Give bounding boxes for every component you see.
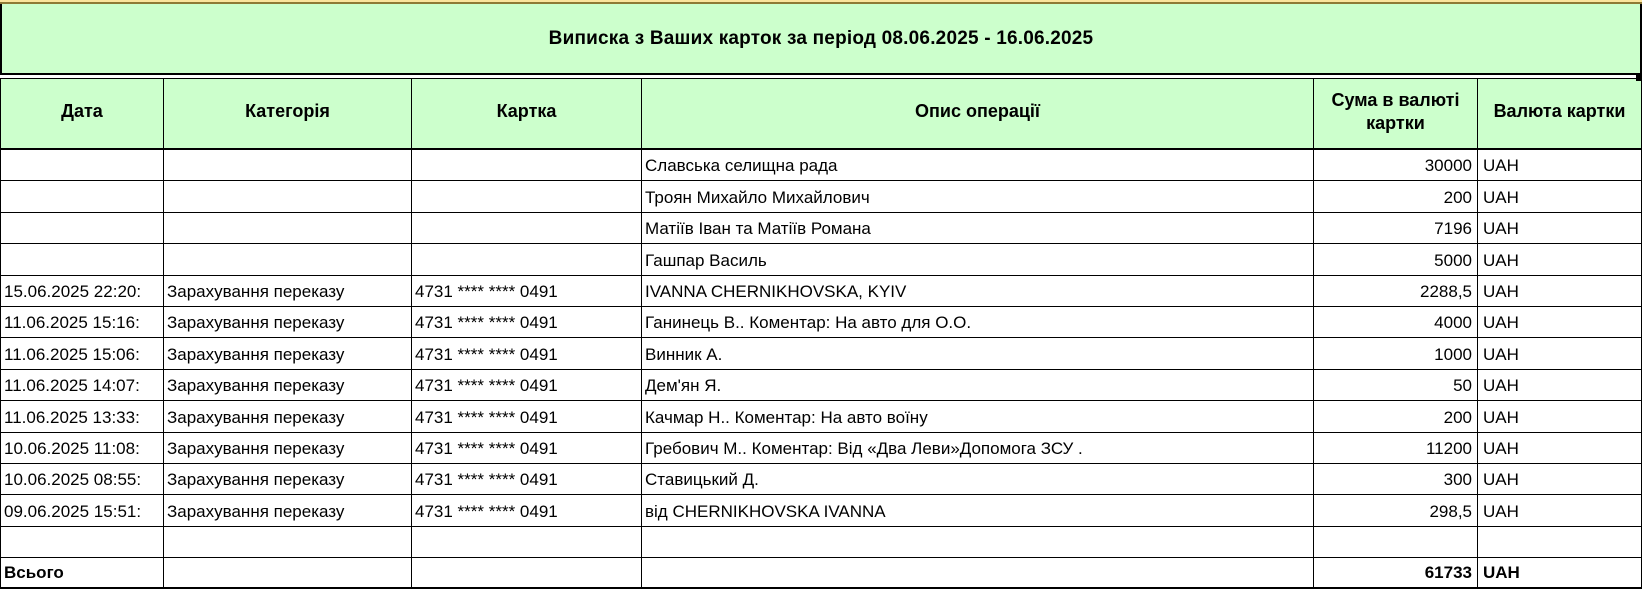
table-row	[1, 244, 1641, 275]
cell-description[interactable]: Винник А.	[642, 338, 1314, 368]
cell-category[interactable]: Зарахування переказу	[164, 401, 412, 431]
cell-category[interactable]	[164, 181, 412, 211]
cell-description[interactable]: Троян Михайло Михайлович	[642, 181, 1314, 211]
cell-amount[interactable]: 298,5	[1314, 495, 1478, 525]
cell-category[interactable]	[164, 558, 412, 587]
cell-description[interactable]: IVANNA CHERNIKHOVSKA, KYIV	[642, 276, 1314, 306]
cell-category[interactable]	[164, 150, 412, 180]
cell-category[interactable]: Зарахування переказу	[164, 370, 412, 400]
cell-description[interactable]: Ставицький Д.	[642, 464, 1314, 494]
cell-card[interactable]	[412, 181, 642, 211]
cell-currency[interactable]: UAH	[1483, 407, 1519, 427]
header-cell-description[interactable]: Опис операції	[642, 79, 1314, 148]
table-row	[1, 150, 1641, 181]
cell-amount[interactable]: 11200	[1314, 433, 1478, 463]
cell-currency[interactable]: UAH	[1483, 281, 1519, 301]
statement-title-cell[interactable]	[0, 4, 1642, 75]
header-cell-date[interactable]: Дата	[1, 79, 164, 148]
table-row	[1, 181, 1641, 212]
cell-currency[interactable]: UAH	[1483, 344, 1519, 364]
cell-category[interactable]	[164, 244, 412, 274]
cell-category[interactable]: Зарахування переказу	[164, 495, 412, 525]
cell-description[interactable]: Славська селищна рада	[642, 150, 1314, 180]
cell-card[interactable]: 4731 **** **** 0491	[412, 464, 642, 494]
cell-amount[interactable]: 50	[1314, 370, 1478, 400]
table-row	[1, 213, 1641, 244]
table-total-row	[1, 558, 1641, 589]
cell-currency[interactable]: UAH	[1483, 501, 1519, 521]
cell-category[interactable]	[164, 213, 412, 243]
cell-date[interactable]	[1, 527, 164, 557]
cell-description[interactable]: Дем'ян Я.	[642, 370, 1314, 400]
cell-card[interactable]: 4731 **** **** 0491	[412, 338, 642, 368]
cell-card[interactable]	[412, 150, 642, 180]
cell-currency[interactable]: UAH	[1483, 313, 1519, 333]
cell-date[interactable]: 11.06.2025 14:07:	[1, 370, 164, 400]
table-header-row	[1, 78, 1641, 150]
cell-description[interactable]	[642, 527, 1314, 557]
table-row	[1, 464, 1641, 495]
cell-date[interactable]: 10.06.2025 11:08:	[1, 433, 164, 463]
cell-amount[interactable]: 2288,5	[1314, 276, 1478, 306]
statement-table	[0, 78, 1642, 589]
cell-card[interactable]	[412, 527, 642, 557]
cell-date[interactable]: 15.06.2025 22:20:	[1, 276, 164, 306]
header-cell-amount[interactable]: Сума в валюті картки	[1314, 79, 1478, 148]
cell-description[interactable]: Гребович М.. Коментар: Від «Два Леви»Допомога ЗСУ .	[642, 433, 1314, 463]
cell-currency[interactable]: UAH	[1483, 563, 1520, 583]
cell-card[interactable]: 4731 **** **** 0491	[412, 370, 642, 400]
cell-card[interactable]	[412, 244, 642, 274]
cell-currency[interactable]: UAH	[1483, 250, 1519, 270]
table-row	[1, 495, 1641, 526]
cell-amount[interactable]: 61733	[1314, 558, 1478, 587]
cell-currency[interactable]: UAH	[1483, 156, 1519, 176]
cell-amount[interactable]: 1000	[1314, 338, 1478, 368]
cell-card[interactable]: 4731 **** **** 0491	[412, 401, 642, 431]
cell-card[interactable]	[412, 558, 642, 587]
cell-date[interactable]	[1, 181, 164, 211]
cell-amount[interactable]	[1314, 527, 1478, 557]
cell-description[interactable]	[642, 558, 1314, 587]
cell-currency[interactable]: UAH	[1483, 438, 1519, 458]
cell-date[interactable]: 09.06.2025 15:51:	[1, 495, 164, 525]
cell-card[interactable]: 4731 **** **** 0491	[412, 307, 642, 337]
cell-date[interactable]: Всього	[1, 558, 164, 587]
table-row	[1, 370, 1641, 401]
cell-description[interactable]: від CHERNIKHOVSKA IVANNA	[642, 495, 1314, 525]
cell-amount[interactable]: 200	[1314, 181, 1478, 211]
cell-amount[interactable]: 200	[1314, 401, 1478, 431]
selection-fill-handle[interactable]	[1636, 75, 1642, 81]
cell-category[interactable]: Зарахування переказу	[164, 433, 412, 463]
table-row	[1, 527, 1641, 558]
cell-currency[interactable]: UAH	[1483, 376, 1519, 396]
cell-card[interactable]: 4731 **** **** 0491	[412, 495, 642, 525]
cell-amount[interactable]: 4000	[1314, 307, 1478, 337]
cell-category[interactable]	[164, 527, 412, 557]
cell-date[interactable]: 11.06.2025 15:16:	[1, 307, 164, 337]
table-row	[1, 338, 1641, 369]
table-row	[1, 276, 1641, 307]
cell-description[interactable]: Матіїв Іван та Матіїв Романа	[642, 213, 1314, 243]
cell-description[interactable]: Качмар Н.. Коментар: На авто воїну	[642, 401, 1314, 431]
header-cell-card[interactable]: Картка	[412, 79, 642, 148]
header-cell-category[interactable]: Категорія	[164, 79, 412, 148]
cell-card[interactable]: 4731 **** **** 0491	[412, 276, 642, 306]
table-body	[1, 150, 1641, 589]
cell-category[interactable]: Зарахування переказу	[164, 464, 412, 494]
cell-date[interactable]	[1, 150, 164, 180]
cell-currency[interactable]: UAH	[1483, 187, 1519, 207]
cell-description[interactable]: Гашпар Василь	[642, 244, 1314, 274]
cell-date[interactable]	[1, 244, 164, 274]
cell-card[interactable]	[412, 213, 642, 243]
cell-category[interactable]: Зарахування переказу	[164, 338, 412, 368]
table-row	[1, 307, 1641, 338]
cell-currency[interactable]	[1478, 527, 1641, 557]
header-cell-currency[interactable]: Валюта картки	[1478, 79, 1641, 148]
cell-card[interactable]: 4731 **** **** 0491	[412, 433, 642, 463]
cell-category[interactable]: Зарахування переказу	[164, 307, 412, 337]
statement-title: Виписка з Ваших карток за період 08.06.2025 - 16.06.2025	[548, 27, 1094, 49]
cell-amount[interactable]: 7196	[1314, 213, 1478, 243]
table-row	[1, 401, 1641, 432]
cell-amount[interactable]: 30000	[1314, 150, 1478, 180]
table-row	[1, 433, 1641, 464]
cell-currency[interactable]: UAH	[1483, 219, 1519, 239]
cell-date[interactable]	[1, 213, 164, 243]
cell-currency[interactable]: UAH	[1483, 470, 1519, 490]
cell-date[interactable]: 11.06.2025 13:33:	[1, 401, 164, 431]
cell-date[interactable]: 11.06.2025 15:06:	[1, 338, 164, 368]
cell-amount[interactable]: 300	[1314, 464, 1478, 494]
cell-description[interactable]: Ганинець В.. Коментар: На авто для О.О.	[642, 307, 1314, 337]
cell-date[interactable]: 10.06.2025 08:55:	[1, 464, 164, 494]
cell-amount[interactable]: 5000	[1314, 244, 1478, 274]
cell-category[interactable]: Зарахування переказу	[164, 276, 412, 306]
